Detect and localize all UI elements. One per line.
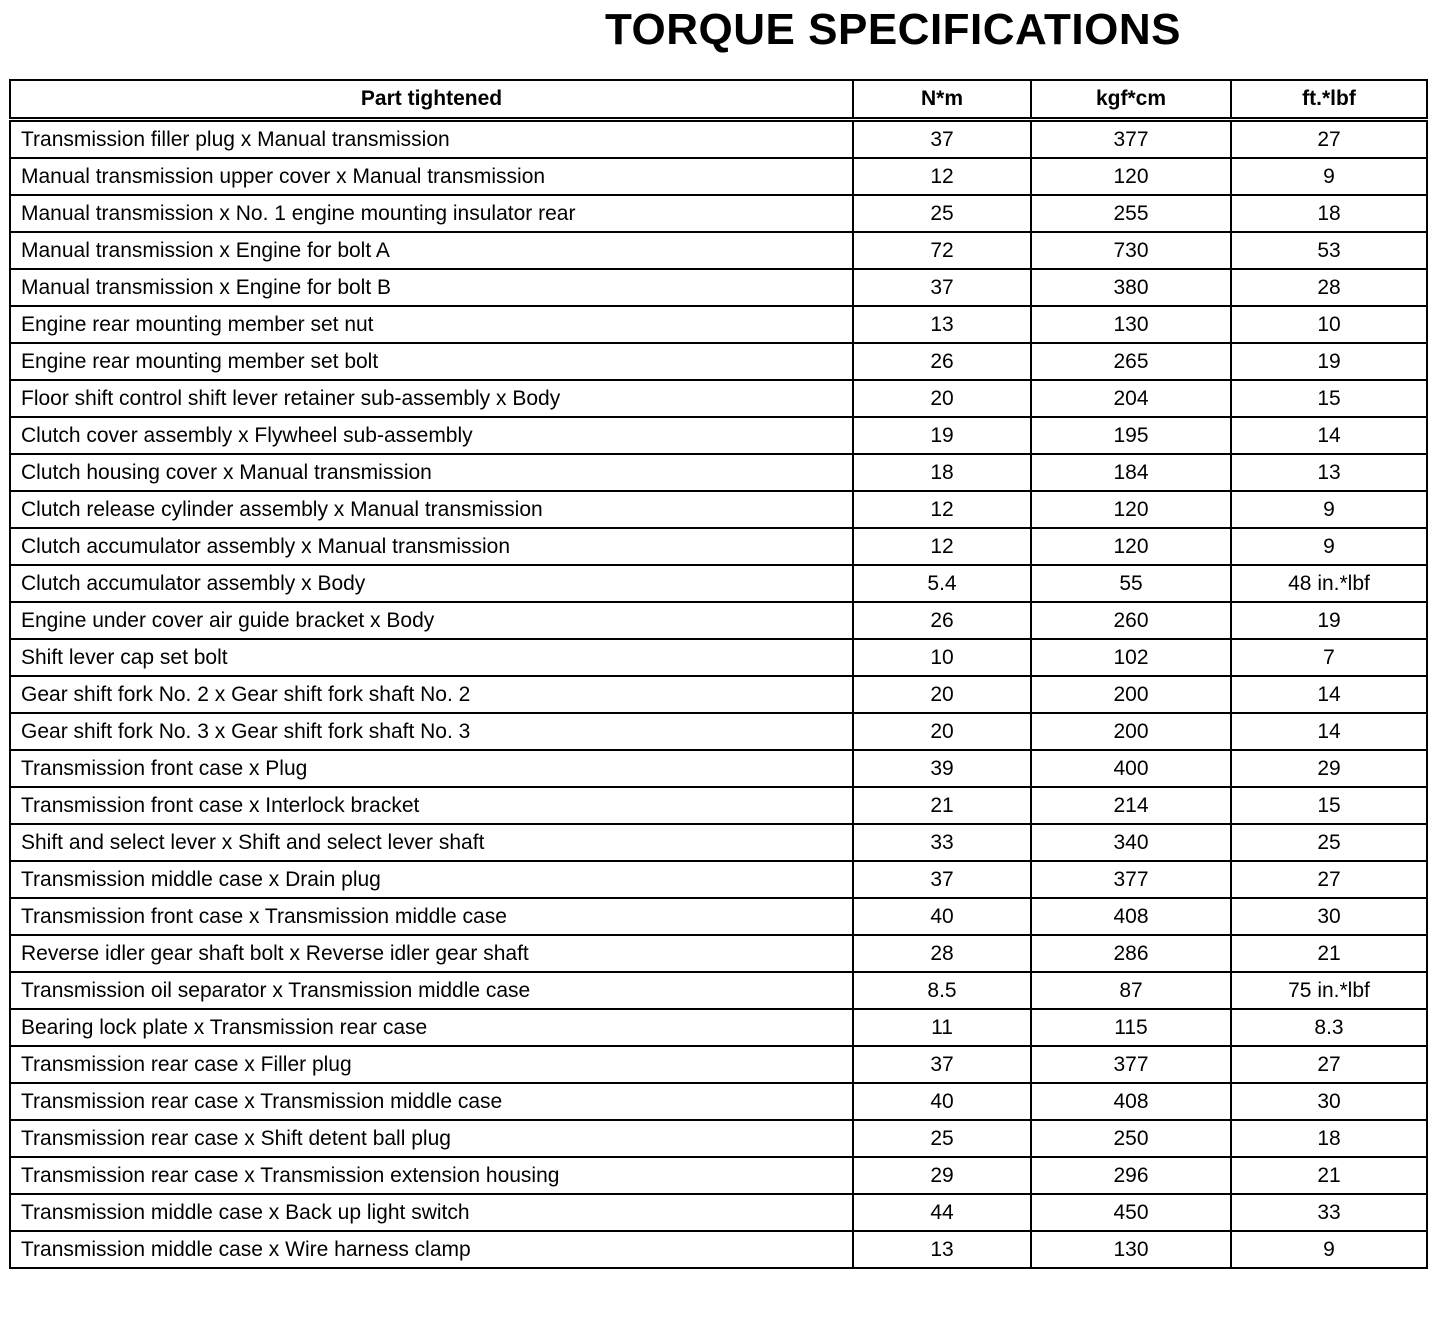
table-row [10,861,1427,898]
part-cell: Clutch cover assembly x Flywheel sub-assembly [10,417,853,454]
nm-cell: 21 [853,787,1031,824]
nm-cell: 29 [853,1157,1031,1194]
table-row [10,787,1427,824]
table-row [10,306,1427,343]
table-row [10,602,1427,639]
nm-cell: 11 [853,1009,1031,1046]
nm-cell: 18 [853,454,1031,491]
nm-cell: 20 [853,713,1031,750]
part-cell: Shift lever cap set bolt [10,639,853,676]
table-row [10,1194,1427,1231]
kgf-cell: 130 [1031,1231,1231,1268]
kgf-cell: 200 [1031,676,1231,713]
part-cell: Transmission oil separator x Transmission middle case [10,972,853,1009]
nm-cell: 20 [853,380,1031,417]
kgf-cell: 730 [1031,232,1231,269]
kgf-cell: 255 [1031,195,1231,232]
part-cell: Engine rear mounting member set bolt [10,343,853,380]
ft-cell: 27 [1231,120,1427,159]
ft-cell: 30 [1231,1083,1427,1120]
nm-cell: 37 [853,861,1031,898]
ft-cell: 75 in.*lbf [1231,972,1427,1009]
table-row [10,1046,1427,1083]
table-row [10,1009,1427,1046]
table-row [10,935,1427,972]
ft-cell: 13 [1231,454,1427,491]
part-cell: Transmission rear case x Transmission extension housing [10,1157,853,1194]
ft-cell: 15 [1231,380,1427,417]
table-row [10,380,1427,417]
ft-cell: 19 [1231,602,1427,639]
part-cell: Transmission front case x Interlock bracket [10,787,853,824]
part-cell: Shift and select lever x Shift and select lever shaft [10,824,853,861]
ft-cell: 8.3 [1231,1009,1427,1046]
ft-cell: 14 [1231,417,1427,454]
part-cell: Transmission middle case x Wire harness clamp [10,1231,853,1268]
kgf-cell: 250 [1031,1120,1231,1157]
torque-spec-table [9,79,1428,1269]
nm-cell: 12 [853,158,1031,195]
nm-cell: 33 [853,824,1031,861]
nm-cell: 37 [853,1046,1031,1083]
nm-cell: 26 [853,602,1031,639]
ft-cell: 21 [1231,935,1427,972]
table-row [10,528,1427,565]
nm-cell: 40 [853,1083,1031,1120]
kgf-cell: 340 [1031,824,1231,861]
kgf-cell: 377 [1031,120,1231,159]
kgf-cell: 120 [1031,158,1231,195]
nm-cell: 20 [853,676,1031,713]
header-nm: N*m [853,80,1031,120]
table-row [10,972,1427,1009]
table-row [10,676,1427,713]
table-row [10,713,1427,750]
table-row [10,158,1427,195]
kgf-cell: 184 [1031,454,1231,491]
kgf-cell: 102 [1031,639,1231,676]
nm-cell: 8.5 [853,972,1031,1009]
ft-cell: 14 [1231,676,1427,713]
ft-cell: 9 [1231,491,1427,528]
table-row [10,232,1427,269]
table-row [10,639,1427,676]
ft-cell: 27 [1231,1046,1427,1083]
header-kgf: kgf*cm [1031,80,1231,120]
ft-cell: 30 [1231,898,1427,935]
table-row [10,750,1427,787]
kgf-cell: 260 [1031,602,1231,639]
part-cell: Transmission front case x Plug [10,750,853,787]
part-cell: Engine rear mounting member set nut [10,306,853,343]
kgf-cell: 200 [1031,713,1231,750]
ft-cell: 9 [1231,158,1427,195]
part-cell: Transmission rear case x Filler plug [10,1046,853,1083]
nm-cell: 25 [853,195,1031,232]
part-cell: Engine under cover air guide bracket x Body [10,602,853,639]
ft-cell: 7 [1231,639,1427,676]
ft-cell: 10 [1231,306,1427,343]
nm-cell: 12 [853,528,1031,565]
part-cell: Clutch release cylinder assembly x Manual transmission [10,491,853,528]
nm-cell: 19 [853,417,1031,454]
table-body [10,120,1427,1269]
ft-cell: 33 [1231,1194,1427,1231]
part-cell: Manual transmission x No. 1 engine mounting insulator rear [10,195,853,232]
nm-cell: 12 [853,491,1031,528]
part-cell: Manual transmission x Engine for bolt B [10,269,853,306]
kgf-cell: 87 [1031,972,1231,1009]
ft-cell: 14 [1231,713,1427,750]
nm-cell: 39 [853,750,1031,787]
ft-cell: 18 [1231,195,1427,232]
kgf-cell: 377 [1031,861,1231,898]
table-row [10,565,1427,602]
table-row [10,1120,1427,1157]
nm-cell: 40 [853,898,1031,935]
part-cell: Manual transmission x Engine for bolt A [10,232,853,269]
kgf-cell: 296 [1031,1157,1231,1194]
nm-cell: 5.4 [853,565,1031,602]
part-cell: Transmission rear case x Shift detent ball plug [10,1120,853,1157]
nm-cell: 25 [853,1120,1031,1157]
part-cell: Clutch housing cover x Manual transmission [10,454,853,491]
kgf-cell: 408 [1031,1083,1231,1120]
kgf-cell: 450 [1031,1194,1231,1231]
kgf-cell: 408 [1031,898,1231,935]
nm-cell: 44 [853,1194,1031,1231]
kgf-cell: 380 [1031,269,1231,306]
kgf-cell: 120 [1031,528,1231,565]
table-row [10,824,1427,861]
kgf-cell: 55 [1031,565,1231,602]
table-row [10,120,1427,159]
nm-cell: 37 [853,269,1031,306]
part-cell: Gear shift fork No. 3 x Gear shift fork shaft No. 3 [10,713,853,750]
part-cell: Clutch accumulator assembly x Manual transmission [10,528,853,565]
table-row [10,343,1427,380]
part-cell: Manual transmission upper cover x Manual transmission [10,158,853,195]
part-cell: Transmission middle case x Back up light switch [10,1194,853,1231]
ft-cell: 9 [1231,528,1427,565]
kgf-cell: 120 [1031,491,1231,528]
kgf-cell: 265 [1031,343,1231,380]
ft-cell: 18 [1231,1120,1427,1157]
nm-cell: 26 [853,343,1031,380]
ft-cell: 28 [1231,269,1427,306]
table-row [10,1231,1427,1268]
table-row [10,1157,1427,1194]
ft-cell: 27 [1231,861,1427,898]
ft-cell: 48 in.*lbf [1231,565,1427,602]
page-title: TORQUE SPECIFICATIONS [604,5,1182,54]
ft-cell: 25 [1231,824,1427,861]
table-row [10,269,1427,306]
table-row [10,417,1427,454]
kgf-cell: 204 [1031,380,1231,417]
nm-cell: 13 [853,1231,1031,1268]
part-cell: Bearing lock plate x Transmission rear case [10,1009,853,1046]
header-part: Part tightened [10,80,853,120]
nm-cell: 28 [853,935,1031,972]
kgf-cell: 115 [1031,1009,1231,1046]
part-cell: Gear shift fork No. 2 x Gear shift fork shaft No. 2 [10,676,853,713]
ft-cell: 19 [1231,343,1427,380]
table-row [10,491,1427,528]
table-row [10,454,1427,491]
table-row [10,1083,1427,1120]
kgf-cell: 214 [1031,787,1231,824]
ft-cell: 29 [1231,750,1427,787]
kgf-cell: 377 [1031,1046,1231,1083]
nm-cell: 37 [853,120,1031,159]
nm-cell: 13 [853,306,1031,343]
kgf-cell: 286 [1031,935,1231,972]
header-ft: ft.*lbf [1231,80,1427,120]
ft-cell: 53 [1231,232,1427,269]
ft-cell: 9 [1231,1231,1427,1268]
table-header-row [10,80,1427,120]
ft-cell: 21 [1231,1157,1427,1194]
kgf-cell: 195 [1031,417,1231,454]
table-row [10,195,1427,232]
part-cell: Transmission front case x Transmission middle case [10,898,853,935]
table-row [10,898,1427,935]
part-cell: Clutch accumulator assembly x Body [10,565,853,602]
kgf-cell: 130 [1031,306,1231,343]
nm-cell: 10 [853,639,1031,676]
part-cell: Transmission middle case x Drain plug [10,861,853,898]
ft-cell: 15 [1231,787,1427,824]
part-cell: Floor shift control shift lever retainer sub-assembly x Body [10,380,853,417]
part-cell: Transmission filler plug x Manual transmission [10,120,853,159]
part-cell: Transmission rear case x Transmission middle case [10,1083,853,1120]
nm-cell: 72 [853,232,1031,269]
kgf-cell: 400 [1031,750,1231,787]
part-cell: Reverse idler gear shaft bolt x Reverse idler gear shaft [10,935,853,972]
